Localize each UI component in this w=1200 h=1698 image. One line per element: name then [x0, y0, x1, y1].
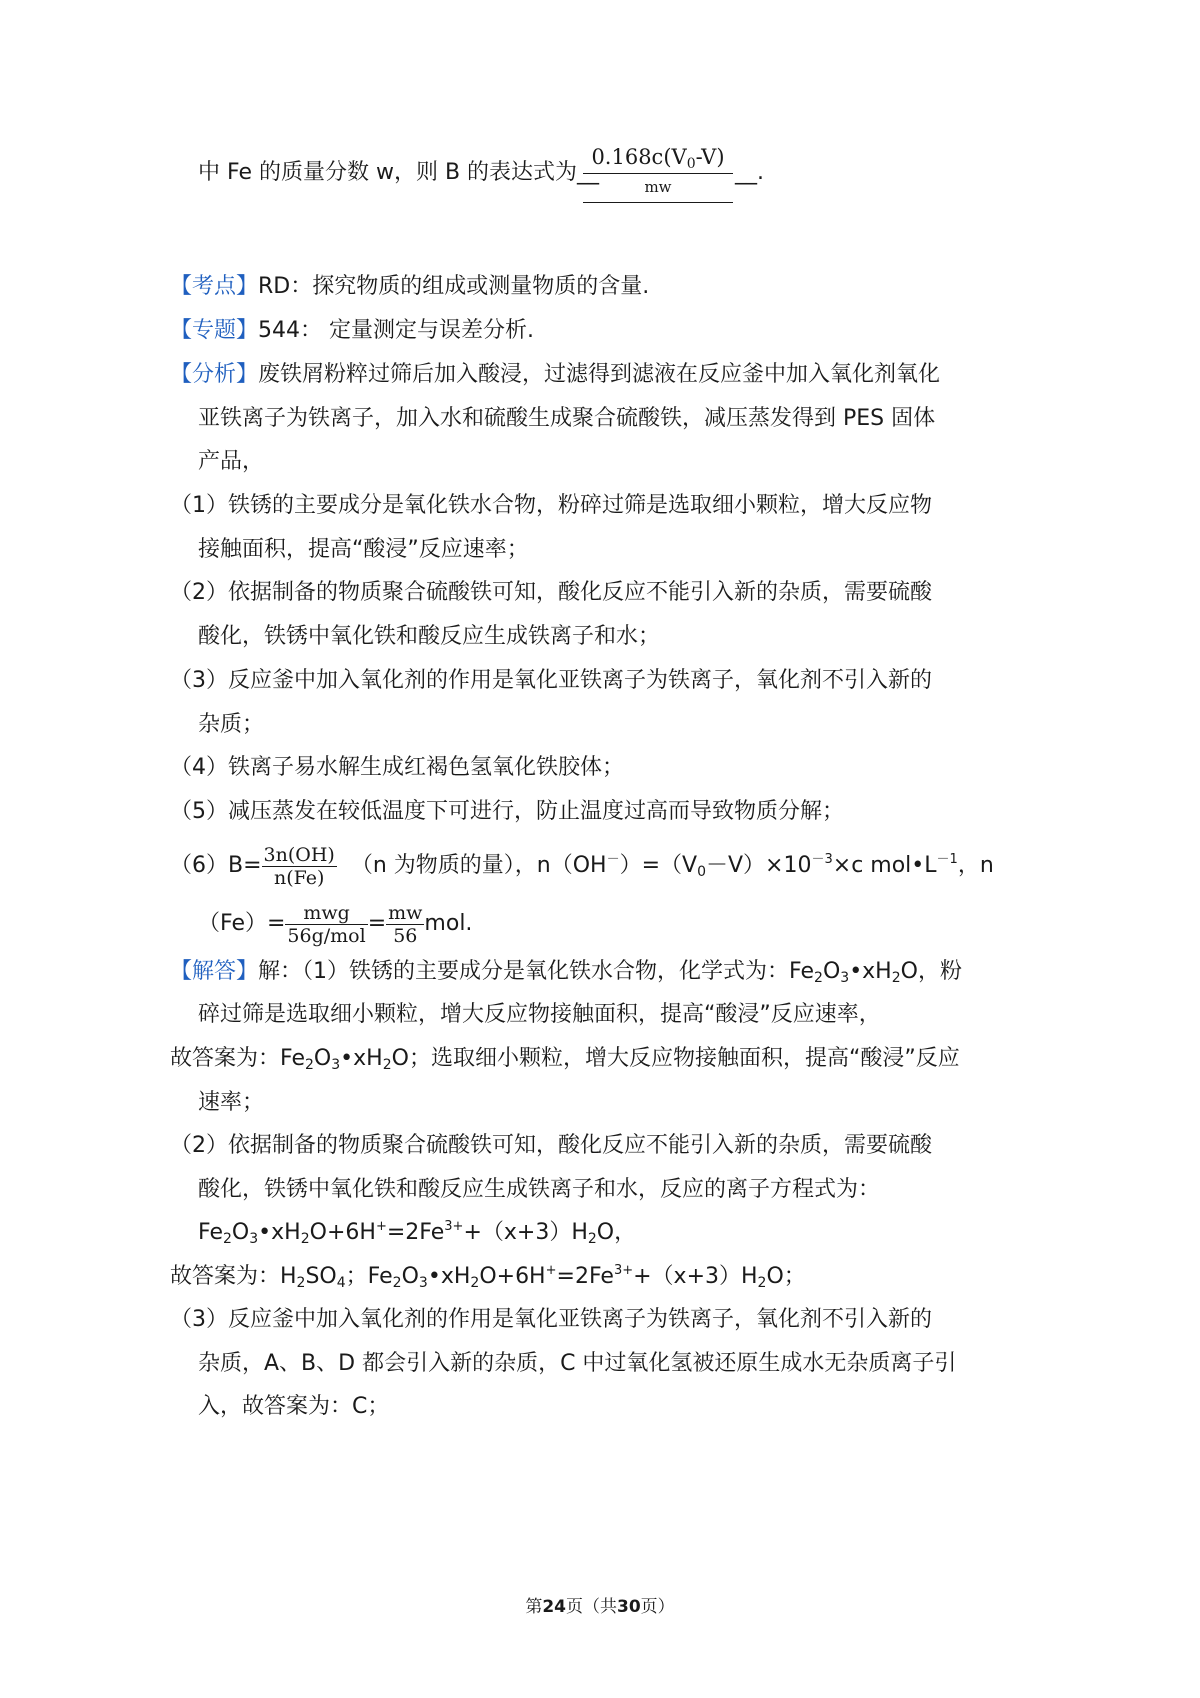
jieda-line-10: 杂质，A、B、D 都会引入新的杂质，C 中过氧化氢被还原生成水无杂质离子引 — [198, 1351, 957, 1376]
jieda-tag: 【解答】 — [170, 959, 259, 984]
fenxi-item-1a: （1）铁锈的主要成分是氧化铁水合物，粉碎过筛是选取细小颗粒，增大反应物 — [170, 493, 932, 518]
fenxi-item-1b: 接触面积，提高“酸浸”反应速率； — [198, 537, 529, 562]
fenxi-item-5: （5）减压蒸发在较低温度下可进行，防止温度过高而导致物质分解； — [170, 799, 844, 824]
zhuanti-text: 544： 定量测定与误差分析. — [258, 318, 534, 343]
answer-fraction-denominator: mw — [644, 178, 672, 196]
fenxi-item-4: （4）铁离子易水解生成红褐色氢氧化铁胶体； — [170, 755, 624, 780]
jieda-line-1: 【解答】解：（1）铁锈的主要成分是氧化铁水合物，化学式为：$Fe_2O_3•xH_2O$，粉 — [170, 959, 962, 986]
fenxi-item-2b: 酸化，铁锈中氧化铁和酸反应生成铁离子和水； — [198, 624, 661, 649]
fenxi-item-3a: （3）反应釜中加入氧化剂的作用是氧化亚铁离子为铁离子，氧化剂不引入新的 — [170, 668, 932, 693]
jieda-line-11: 入，故答案为：C； — [198, 1394, 390, 1419]
jieda-line-3: 故答案为：$Fe_2O_3•xH_2O$；选取细小颗粒，增大反应物接触面积，提高“酸浸”反应 — [170, 1046, 960, 1073]
zhuanti-line — [170, 316, 534, 346]
b-fraction: $\frac{3n(OH)}{n(Fe)}$ — [263, 843, 335, 889]
fenxi-tag: 【分析】 — [170, 362, 259, 387]
jieda-line-6: 酸化，铁锈中氧化铁和酸反应生成铁离子和水，反应的离子方程式为： — [198, 1177, 881, 1202]
fenxi-line-2: 亚铁离子为铁离子，加入水和硫酸生成聚合硫酸铁，减压蒸发得到 PES 固体 — [198, 406, 936, 431]
fenxi-item-3b: 杂质； — [198, 712, 265, 737]
answer-prefix: 中 Fe 的质量分数 w，则 B 的表达式为__ — [198, 160, 600, 185]
n-fe-fraction-2: $\frac{mw}{56}$ — [388, 901, 423, 947]
fenxi-item-2a: （2）依据制备的物质聚合硫酸铁可知，酸化反应不能引入新的杂质，需要硫酸 — [170, 580, 932, 605]
jieda-line-9: （3）反应釜中加入氧化剂的作用是氧化亚铁离子为铁离子，氧化剂不引入新的 — [170, 1307, 932, 1332]
kaodian-tag: 【考点】 — [170, 274, 259, 299]
kaodian-text: RD：探究物质的组成或测量物质的含量. — [258, 274, 650, 299]
page-footer: 第24页（共30页） — [525, 1597, 675, 1617]
answer-suffix: __. — [735, 160, 764, 185]
jieda-line-8: 故答案为：$H_2SO_4$；$Fe_2O_3•xH_2O+6H^+=2Fe^{3+}+(x+3)H_2O$； — [170, 1263, 806, 1291]
fenxi-line-3: 产品， — [198, 449, 265, 474]
kaodian-line — [170, 272, 649, 302]
n-fe-fraction-1: $\frac{\text{mwg}}{\text{56g/mol}}$ — [287, 901, 366, 947]
jieda-line-2: 碎过筛是选取细小颗粒，增大反应物接触面积，提高“酸浸”反应速率， — [198, 1002, 881, 1027]
fenxi-item-6: （6）B= $\frac{3n(OH)}{n(Fe)}$ （n 为物质的量），$n(OH^-)=(V_0-V)\times 10^{-3}\times c$ $mol•L^{-1}$，n — [170, 843, 994, 889]
fenxi-item-6b: （Fe）= $\frac{\text{mwg}}{\text{56g/mol}}$ = $\frac{mw}{56}$ mol. — [198, 901, 473, 947]
answer-line — [198, 158, 599, 188]
jieda-equation-1: $Fe_2O_3•xH_2O+6H^+=2Fe^{3+}+(x+3)H_2O$， — [198, 1219, 637, 1247]
jieda-line-4: 速率； — [198, 1090, 265, 1115]
page-number: 24 — [542, 1597, 566, 1617]
zhuanti-tag: 【专题】 — [170, 318, 259, 343]
answer-fraction — [583, 143, 733, 203]
fenxi-line-1: 【分析】废铁屑粉粹过筛后加入酸浸，过滤得到滤液在反应釜中加入氧化剂氧化 — [170, 362, 941, 387]
page-total: 30 — [617, 1597, 641, 1617]
answer-fraction-numerator: $0.168c(V_0-V)$ — [591, 145, 725, 172]
jieda-line-5: （2）依据制备的物质聚合硫酸铁可知，酸化反应不能引入新的杂质，需要硫酸 — [170, 1133, 932, 1158]
